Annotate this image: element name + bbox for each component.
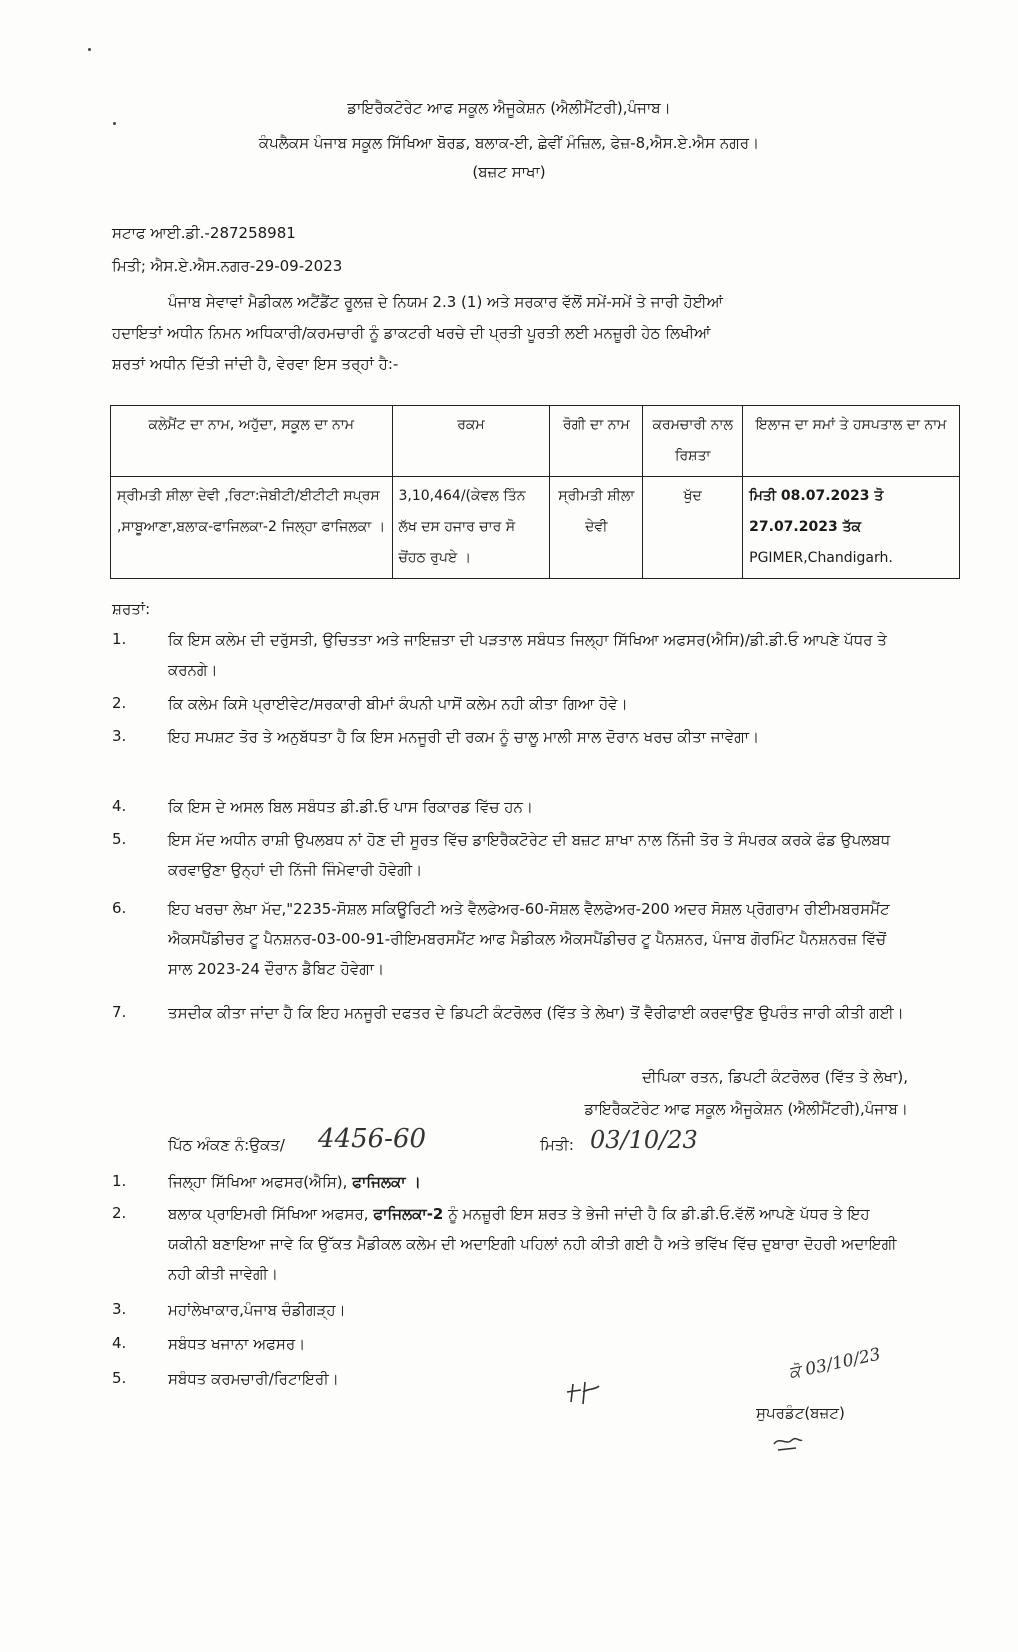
- copy-number: 2.: [112, 1204, 127, 1222]
- copy-text: ਸਬੰਧਤ ਖਜਾਨਾ ਅਫਸਰ।: [168, 1335, 306, 1353]
- copy-recipient-bold: ਫਾਜਿਲਕਾ-2: [373, 1205, 444, 1223]
- copy-number: 4.: [112, 1334, 127, 1352]
- header-branch: (ਬਜ਼ਟ ਸਾਖਾ): [472, 163, 546, 181]
- intro-line-1: ਪੰਜਾਬ ਸੇਵਾਵਾਂ ਮੈਡੀਕਲ ਅਟੈਂਡੈਂਟ ਰੂਲਜ਼ ਦੇ ਨਿਯਮ 2.3 (1) ਅਤੇ ਸਰਕਾਰ ਵੱਲੋਂ ਸਮੇਂ-ਸਮੇਂ ਤੇ ਜਾਰੀ ਹੋਈਆਂ: [168, 293, 723, 311]
- copy-number: 5.: [112, 1369, 127, 1387]
- conditions-title: ਸ਼ਰਤਾਂ:: [112, 600, 151, 618]
- issue-date: ਮਿਤੀ; ਐਸ.ਏ.ਐਸ.ਨਗਰ-29-09-2023: [112, 257, 343, 275]
- condition-number: 7.: [112, 1003, 127, 1021]
- condition-number: 5.: [112, 830, 127, 848]
- copy-recipient-rest: ਨੂੰ ਮਨਜ਼ੂਰੀ ਇਸ ਸ਼ਰਤ ਤੇ ਭੇਜੀ ਜਾਂਦੀ ਹੈ ਕਿ ਡੀ.ਡੀ.ਓ.ਵੱਲੋਂ ਆਪਣੇ ਪੱਧਰ ਤੇ ਇਹ ਯਕੀਨੀ ਬਣਾਇਆ ਜਾਵੇ ਕਿ ਉੱਕਤ ਮੈਡੀਕਲ ਕਲੇਮ ਦੀ ਅਦਾਇਗੀ ਪਹਿਲਾਂ ਨਹੀ ਕੀਤੀ ਗਈ ਹੈ ਅਤੇ ਭਵਿੱਖ ਵਿੱਚ ਦੁਬਾਰਾ ਦੋਹਰੀ ਅਦਾਇਗੀ ਨਹੀ ਕੀਤੀ ਜਾਵੇਗੀ।: [168, 1205, 897, 1283]
- copy-number: 3.: [112, 1300, 127, 1318]
- scan-speck: [113, 122, 116, 125]
- cell-claimant: ਸ੍ਰੀਮਤੀ ਸ਼ੀਲਾ ਦੇਵੀ ,ਰਿਟਾ:ਜੇਬੀਟੀ/ਈਟੀਟੀ ਸਪ੍ਰਸ ,ਸਾਬੂਆਣਾ,ਬਲਾਕ-ਫਾਜਿਲਕਾ-2 ਜਿਲ੍ਹਾ ਫਾਜਿਲਕਾ ।: [111, 477, 393, 579]
- initials-signature: ਕੋ 03/10/23: [786, 1344, 883, 1384]
- copy-text: ਸਬੰਧਤ ਕਰਮਚਾਰੀ/ਰਿਟਾਇਰੀ।: [168, 1370, 339, 1388]
- signatory-office: ਡਾਇਰੈਕਟੋਰੇਟ ਆਫ ਸਕੂਲ ਐਜੂਕੇਸ਼ਨ (ਐਲੀਮੈਂਟਰੀ),ਪੰਜਾਬ।: [584, 1100, 908, 1118]
- copy-text: ਮਹਾਂਲੇਖਾਕਾਰ,ਪੰਜਾਬ ਚੰਡੀਗੜ੍ਹ।: [168, 1301, 346, 1319]
- staff-id: ਸਟਾਫ ਆਈ.ਡੀ.-287258981: [112, 224, 296, 242]
- header-treatment: ਇਲਾਜ ਦਾ ਸਮਾਂ ਤੇ ਹਸਪਤਾਲ ਦਾ ਨਾਮ: [743, 406, 960, 477]
- hospital-name: PGIMER,Chandigarh.: [749, 550, 893, 566]
- header-patient: ਰੋਗੀ ਦਾ ਨਾਮ: [550, 406, 643, 477]
- intro-line-3: ਸ਼ਰਤਾਂ ਅਧੀਨ ਦਿੱਤੀ ਜਾਂਦੀ ਹੈ, ਵੇਰਵਾ ਇਸ ਤਰ੍ਹਾਂ ਹੈ:-: [112, 355, 399, 373]
- handwritten-mark-icon: [565, 1378, 605, 1408]
- copy-recipient: ਬਲਾਕ ਪ੍ਰਾਇਮਰੀ ਸਿੱਖਿਆ ਅਫਸਰ,: [168, 1205, 369, 1223]
- intro-line-2: ਹਦਾਇਤਾਂ ਅਧੀਨ ਨਿਮਨ ਅਧਿਕਾਰੀ/ਕਰਮਚਾਰੀ ਨੂੰ ਡਾਕਟਰੀ ਖਰਚੇ ਦੀ ਪ੍ਰਤੀ ਪੂਰਤੀ ਲਈ ਮਨਜ਼ੂਰੀ ਹੇਠ ਲਿਖੀਆਂ: [112, 324, 711, 342]
- header-directorate: ਡਾਇਰੈਕਟੋਰੇਟ ਆਫ ਸਕੂਲ ਐਜੂਕੇਸ਼ਨ (ਐਲੀਮੈਂਟਰੀ),ਪੰਜਾਬ।: [347, 99, 671, 117]
- condition-text: ਤਸਦੀਕ ਕੀਤਾ ਜਾਂਦਾ ਹੈ ਕਿ ਇਹ ਮਨਜੂਰੀ ਦਫਤਰ ਦੇ ਡਿਪਟੀ ਕੰਟਰੋਲਰ (ਵਿੱਤ ਤੇ ਲੇਖਾ) ਤੋਂ ਵੈਰੀਫਾਈ ਕਰਵਾਉਣ ਉਪਰੰਤ ਜਾਰੀ ਕੀਤੀ ਗਈ।: [168, 1004, 904, 1022]
- header-claimant: ਕਲੇਮੈਂਟ ਦਾ ਨਾਮ, ਅਹੁੱਦਾ, ਸਕੂਲ ਦਾ ਨਾਮ: [111, 406, 393, 477]
- header-address: ਕੰਪਲੈਕਸ ਪੰਜਾਬ ਸਕੂਲ ਸਿੱਖਿਆ ਬੋਰਡ, ਬਲਾਕ-ਈ, ਛੇਵੀਂ ਮੰਜ਼ਿਲ, ਫੇਜ਼-8,ਐਸ.ਏ.ਐਸ ਨਗਰ।: [258, 134, 760, 152]
- copy-number: 1.: [112, 1172, 127, 1190]
- cell-patient: ਸ੍ਰੀਮਤੀ ਸ਼ੀਲਾ ਦੇਵੀ: [550, 477, 643, 579]
- copy-text: [168, 1167, 908, 1197]
- condition-text: ਕਿ ਕਲੇਮ ਕਿਸੇ ਪ੍ਰਾਈਵੇਟ/ਸਰਕਾਰੀ ਬੀਮਾਂ ਕੰਪਨੀ ਪਾਸੋਂ ਕਲੇਮ ਨਹੀ ਕੀਤਾ ਗਿਆ ਹੋਵੇ।: [168, 695, 628, 713]
- condition-text: ਇਸ ਮੱਦ ਅਧੀਨ ਰਾਸ਼ੀ ਉਪਲਬਧ ਨਾਂ ਹੋਣ ਦੀ ਸੂਰਤ ਵਿੱਚ ਡਾਇਰੈਕਟੋਰੇਟ ਦੀ ਬਜ਼ਟ ਸ਼ਾਖਾ ਨਾਲ ਨਿੱਜੀ ਤੋਰ ਤੇ ਸੰਪਰਕ ਕਰਕੇ ਫੰਡ ਉਪਲਬਧ ਕਰਵਾਉਣਾ ਉਨ੍ਹਾਂ ਦੀ ਨਿੱਜੀ ਜਿੰਮੇਵਾਰੀ ਹੋਵੇਗੀ।: [168, 831, 891, 879]
- copy-recipient: ਜਿਲ੍ਹਾ ਸਿੱਖਿਆ ਅਫਸਰ(ਐਸਿ),: [168, 1173, 348, 1191]
- condition-number: 2.: [112, 694, 127, 712]
- signatory-name: ਦੀਪਿਕਾ ਰਤਨ, ਡਿਪਟੀ ਕੰਟਰੋਲਰ (ਵਿੱਤ ਤੇ ਲੇਖਾ),: [642, 1068, 908, 1086]
- header-relation: ਕਰਮਚਾਰੀ ਨਾਲ ਰਿਸ਼ਤਾ: [643, 406, 743, 477]
- treatment-date: ਮਿਤੀ 08.07.2023 ਤੋ 27.07.2023 ਤੱਕ: [749, 488, 884, 535]
- table-row: [111, 477, 960, 579]
- scan-speck: [88, 48, 91, 51]
- superintendent-label: ਸੁਪਰਡੰਟ(ਬਜ਼ਟ): [756, 1404, 845, 1422]
- cell-amount: 3,10,464/(ਕੇਵਲ ਤਿੰਨ ਲੱਖ ਦਸ ਹਜਾਰ ਚਾਰ ਸੋ ਚੋਂਹਠ ਰੁਪਏ ।: [392, 477, 550, 579]
- header-amount: ਰਕਮ: [392, 406, 550, 477]
- condition-number: 4.: [112, 797, 127, 815]
- copy-recipient-bold: ਫਾਜਿਲਕਾ ।: [352, 1173, 421, 1191]
- cell-relation: ਖੁੱਦ: [643, 477, 743, 579]
- signature-stroke-icon: [770, 1430, 804, 1454]
- claim-table-header-row: [111, 406, 960, 477]
- cell-treatment: [743, 477, 960, 579]
- condition-text: ਕਿ ਇਸ ਦੇ ਅਸਲ ਬਿਲ ਸਬੰਧਤ ਡੀ.ਡੀ.ਓ ਪਾਸ ਰਿਕਾਰਡ ਵਿੱਚ ਹਨ।: [168, 798, 533, 816]
- condition-number: 6.: [112, 899, 127, 917]
- claim-table: [110, 405, 960, 579]
- condition-number: 3.: [112, 727, 127, 745]
- endorsement-label: ਪਿੱਠ ਅੰਕਣ ਨੰ:ਉਕਤ/: [168, 1136, 285, 1154]
- condition-number: 1.: [112, 630, 127, 648]
- endorsement-date-label: ਮਿਤੀ:: [540, 1136, 574, 1154]
- endorsement-date: 03/10/23: [590, 1126, 698, 1154]
- endorsement-number: 4456-60: [318, 1124, 427, 1154]
- condition-text: ਕਿ ਇਸ ਕਲੇਮ ਦੀ ਦਰੁੱਸਤੀ, ਉਚਿਤਤਾ ਅਤੇ ਜਾਇਜ਼ਤਾ ਦੀ ਪੜਤਾਲ ਸਬੰਧਤ ਜਿਲ੍ਹਾ ਸਿੱਖਿਆ ਅਫਸਰ(ਐਸਿ)/ਡੀ.ਡੀ.ਓ ਆਪਣੇ ਪੱਧਰ ਤੇ ਕਰਨਗੇ।: [168, 631, 887, 679]
- condition-text: ਇਹ ਸਪਸ਼ਟ ਤੋਰ ਤੇ ਅਨੁਬੱਧਤਾ ਹੈ ਕਿ ਇਸ ਮਨਜੂਰੀ ਦੀ ਰਕਮ ਨੂੰ ਚਾਲੂ ਮਾਲੀ ਸਾਲ ਦੋਰਾਨ ਖਰਚ ਕੀਤਾ ਜਾਵੇਗਾ।: [168, 728, 760, 746]
- condition-text: ਇਹ ਖਰਚਾ ਲੇਖਾ ਮੱਦ,"2235-ਸੋਸ਼ਲ ਸਕਿਊਰਿਟੀ ਅਤੇ ਵੈਲਫੇਅਰ-60-ਸੋਸ਼ਲ ਵੈਲਫੇਅਰ-200 ਅਦਰ ਸੋਸ਼ਲ ਪ੍ਰੋਗਰਾਮ ਰੀਈਮਬਰਸਮੈਂਟ ਐਕਸਪੈਂਡੀਚਰ ਟੂ ਪੈਨਸ਼ਨਰ-03-00-91-ਰੀਇਮਬਰਸਮੈਂਟ ਆਫ ਮੈਡੀਕਲ ਐਕਸਪੈਂਡੀਚਰ ਟੂ ਪੈਨਸ਼ਨਰ, ਪੰਜਾਬ ਗੋਰਮਿੰਟ ਪੈਨਸ਼ਨਰਜ਼ ਵਿੱਚੋਂ ਸਾਲ 2023-24 ਦੌਰਾਨ ਡੈਬਿਟ ਹੋਵੇਗਾ।: [168, 900, 890, 978]
- copy-text: [168, 1199, 908, 1289]
